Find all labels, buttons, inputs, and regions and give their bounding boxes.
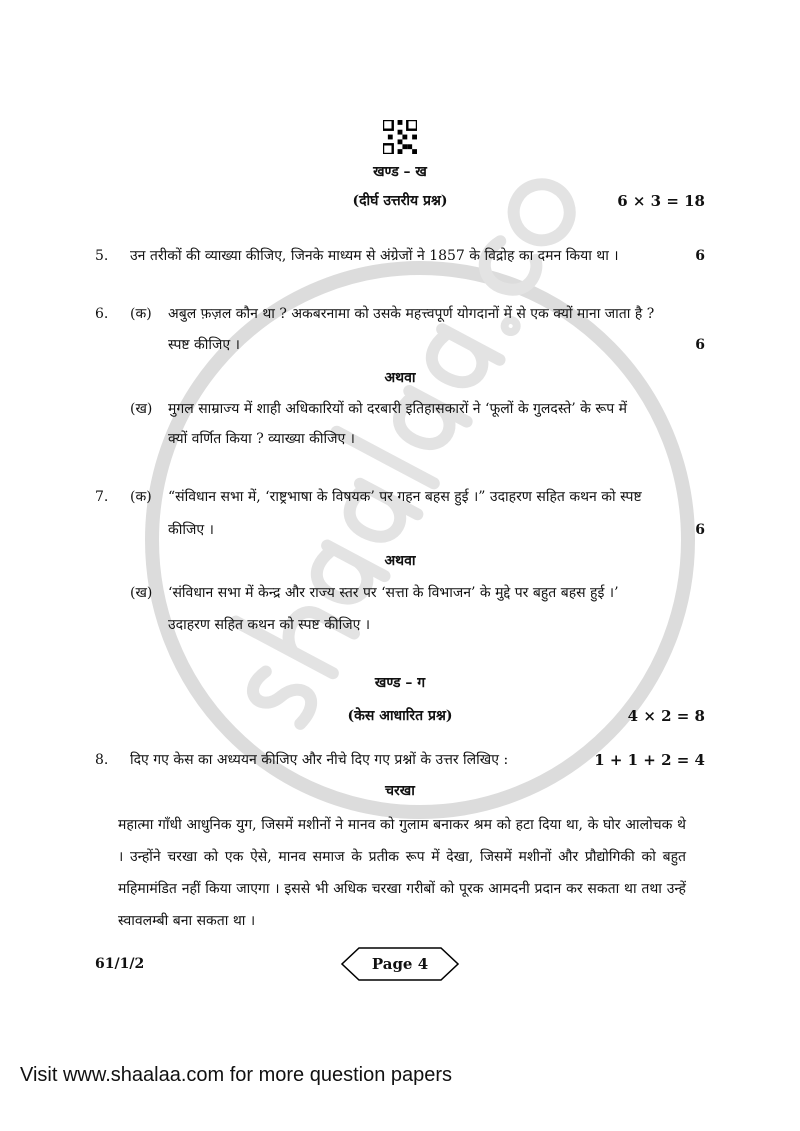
q7-a-label: (क) [130, 489, 152, 505]
q7-number: 7. [95, 489, 109, 505]
q5-text: उन तरीकों की व्याख्या कीजिए, जिनके माध्यम से अंग्रेजों ने 1857 के विद्रोह का दमन किया था । [130, 248, 619, 264]
q8-number: 8. [95, 752, 109, 768]
question-6a-cont [95, 335, 705, 355]
question-7b [95, 583, 705, 603]
case-title: चरखा [385, 783, 415, 799]
question-5 [95, 246, 705, 266]
question-paper-body [95, 162, 705, 981]
q7-b-label: (ख) [130, 585, 153, 601]
question-6b [95, 399, 705, 419]
section-c-marks: 4 × 2 = 8 [627, 707, 705, 725]
section-b-marks: 6 × 3 = 18 [617, 192, 705, 210]
q6-number: 6. [95, 306, 109, 322]
case-passage: महात्मा गाँधी आधुनिक युग, जिसमें मशीनों ने मानव को गुलाम बनाकर श्रम को हटा दिया था, के घोर आलोचक थे । उन्होंने चरखा को एक ऐसे, मानव समाज के प्रतीक रूप में देखा, जिसमें मशीनों और प्रौद्योगिकी को बहुत महिमामंडित नहीं किया जाएगा । इससे भी अधिक चरखा गरीबों को पूरक आमदनी प्रदान कर सकता था तथा उन्हें स्वावलम्बी बना सकता था । [118, 817, 686, 929]
q7-marks: 6 [695, 522, 705, 538]
visit-site-link[interactable]: Visit www.shaalaa.com for more question papers [20, 1064, 453, 1086]
section-c-title: खण्ड – ग [374, 675, 426, 691]
qr-code-icon [383, 120, 417, 154]
q7-a-text: “संविधान सभा में, ‘राष्ट्रभाषा के विषयक’ पर गहन बहस हुई ।” उदाहरण सहित कथन को स्पष्ट [168, 489, 642, 505]
question-7a-cont [95, 520, 705, 540]
question-7b-cont [95, 615, 705, 635]
q6-marks: 6 [695, 337, 705, 353]
page-footer [95, 947, 705, 981]
q8-marks: 1 + 1 + 2 = 4 [594, 751, 705, 769]
section-c-subtitle: (केस आधारित प्रश्न) [347, 708, 453, 724]
q6-b-text-cont: क्यों वर्णित किया ? व्याख्या कीजिए । [168, 431, 355, 447]
q6-b-label: (ख) [130, 401, 153, 417]
q5-number: 5. [95, 248, 109, 264]
question-8 [95, 750, 705, 770]
section-b-header [95, 191, 705, 211]
q5-marks: 6 [695, 248, 705, 264]
section-b-subtitle: (दीर्घ उत्तरीय प्रश्न) [352, 193, 448, 209]
q6-a-text: अबुल फ़ज़ल कौन था ? अकबरनामा को उसके महत्त्वपूर्ण योगदानों में से एक क्यों माना जाता है ? [168, 306, 655, 322]
question-7a [95, 487, 705, 507]
q7-b-text: ‘संविधान सभा में केन्द्र और राज्य स्तर पर ‘सत्ता के विभाजन’ के मुद्दे पर बहुत बहस हुई ।’ [168, 585, 619, 601]
q7-or: अथवा [384, 553, 416, 569]
page-number: Page 4 [371, 955, 429, 973]
q6-b-text: मुगल साम्राज्य में शाही अधिकारियों को दरबारी इतिहासकारों ने ‘फूलों के गुलदस्ते’ के रूप में [168, 401, 628, 417]
q7-a-text-cont: कीजिए । [168, 522, 214, 538]
question-6b-cont [95, 429, 705, 449]
question-6a [95, 304, 705, 324]
page-number-badge [341, 947, 459, 981]
paper-code: 61/1/2 [95, 956, 145, 972]
q7-b-text-cont: उदाहरण सहित कथन को स्पष्ट कीजिए । [168, 617, 371, 633]
q6-or: अथवा [384, 370, 416, 386]
q6-a-label: (क) [130, 306, 152, 322]
q6-a-text-cont: स्पष्ट कीजिए । [168, 337, 240, 353]
section-c-header [95, 706, 705, 726]
section-b-title: खण्ड – ख [373, 164, 427, 180]
q8-text: दिए गए केस का अध्ययन कीजिए और नीचे दिए गए प्रश्नों के उत्तर लिखिए : [130, 752, 509, 768]
